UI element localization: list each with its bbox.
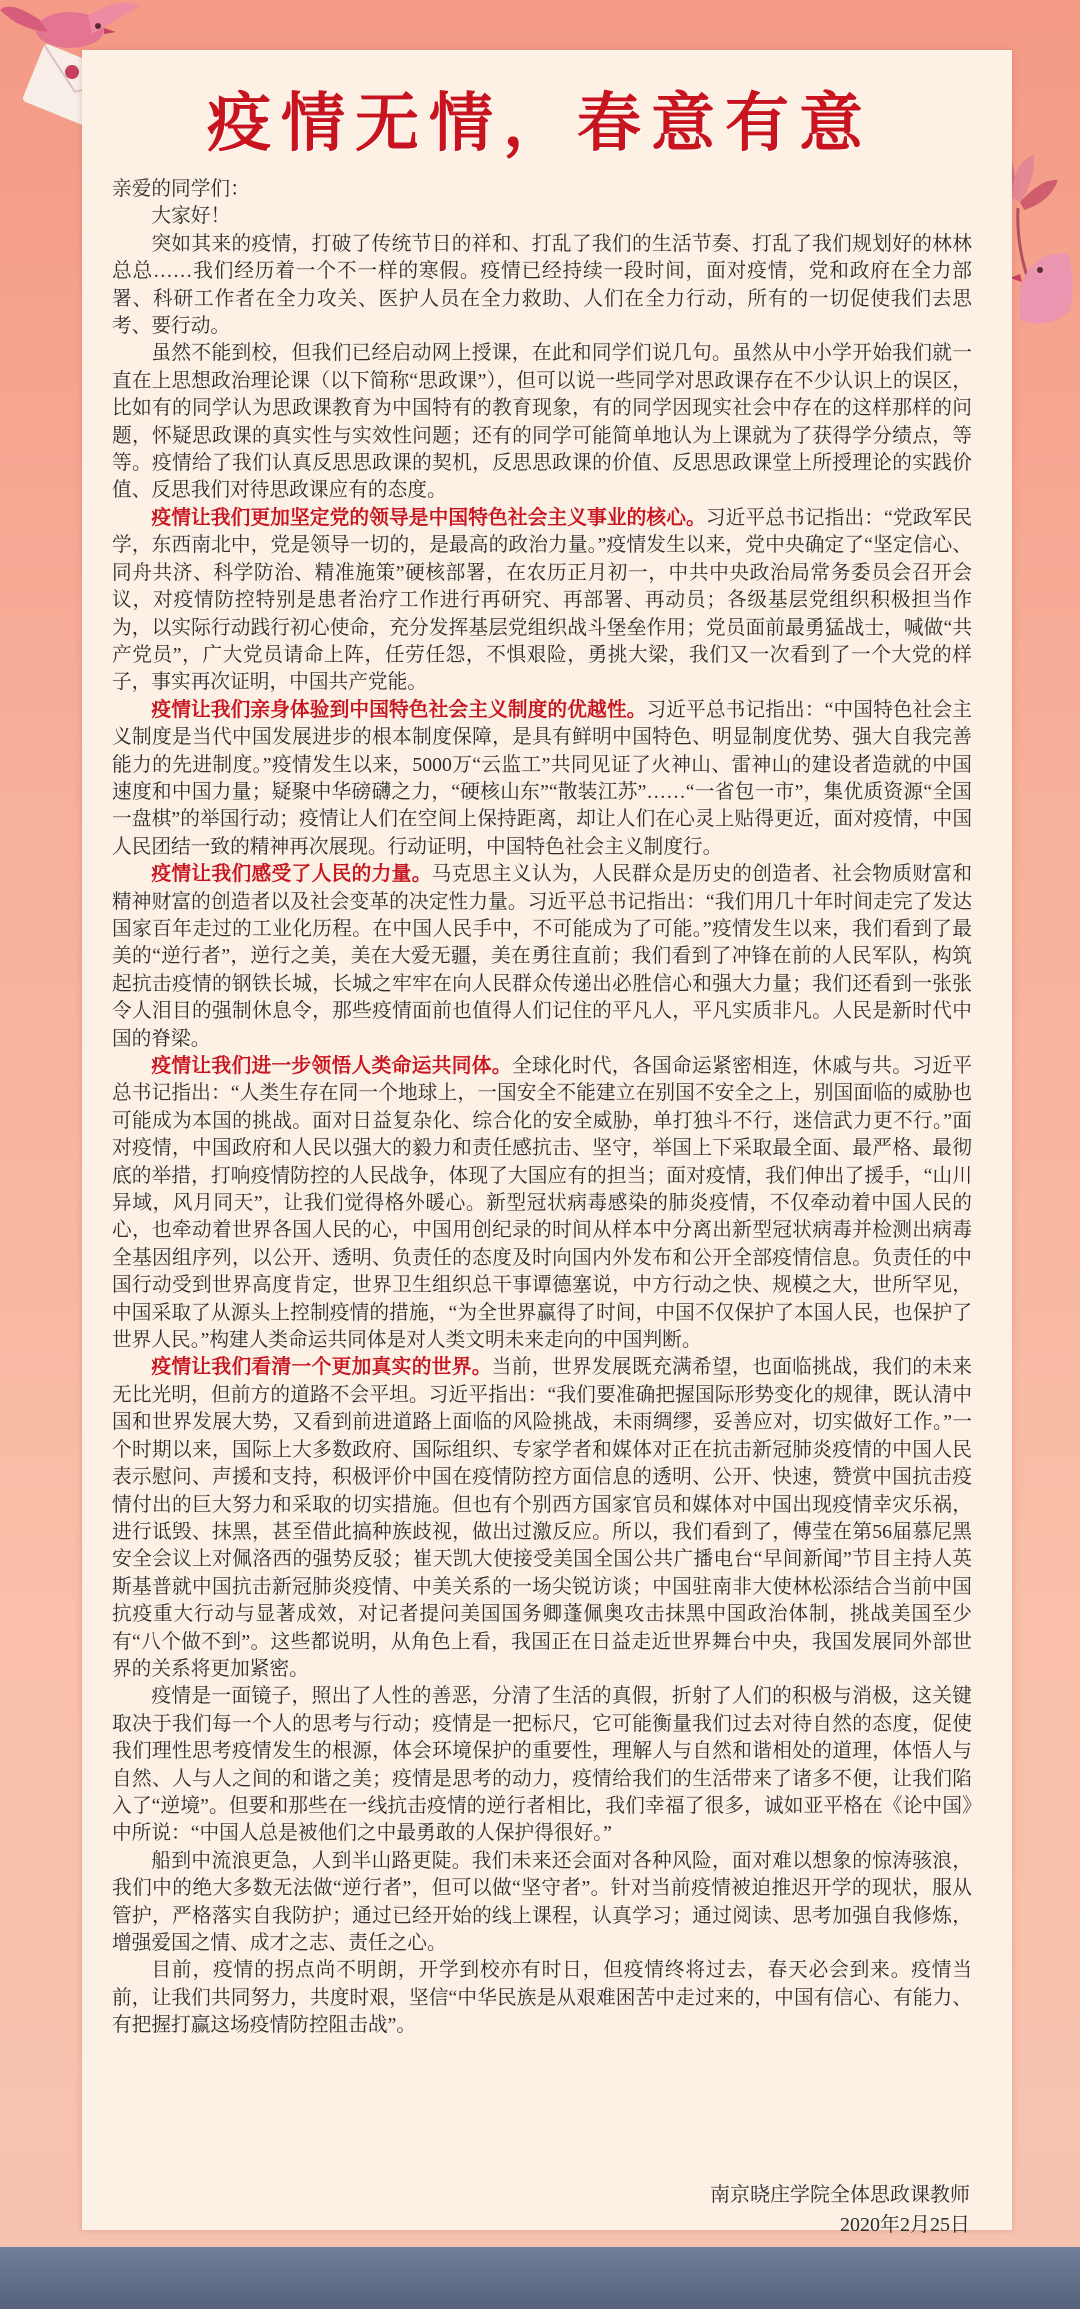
letter-paragraph xyxy=(112,231,972,341)
letter-paragraph xyxy=(112,1683,972,1847)
paragraph-text: 马克思主义认为，人民群众是历史的创造者、社会物质财富和精神财富的创造者以及社会变革的决定性力量。习近平总书记指出：“我们用几十年时间走完了发达国家百年走过的工业化历程。在中国人民手中，不可能成为了可能。”疫情发生以来，我们看到了最美的“逆行者”，逆行之美，美在大爱无疆，美在勇往直前；我们看到了冲锋在前的人民军队，构筑起抗击疫情的钢铁长城，长城之牢牢在向人民群众传递出必胜信心和强大力量；我们还看到一张张令人泪目的强制休息令，那些疫情面前也值得人们记住的平凡人，平凡实质非凡。人民是新时代中国的脊梁。 xyxy=(112,863,973,1050)
paragraph-highlight: 疫情让我们感受了人民的力量。 xyxy=(151,863,432,886)
letter-paragraph xyxy=(112,861,972,1053)
paragraph-text: 当前，世界发展既充满希望，也面临挑战，我们的未来无比光明，但前方的道路不会平坦。习近平指出：“我们要准确把握国际形势变化的规律，既认清中国和世界发展大势，又看到前进道路上面临的风险挑战，未雨绸缪，妥善应对，切实做好工作。”一个时期以来，国际上大多数政府、国际组织、专家学者和媒体对正在抗击新冠肺炎疫情的中国人民表示慰问、声援和支持，积极评价中国在疫情防控方面信息的透明、公开、快速，赞赏中国抗击疫情付出的巨大努力和采取的切实措施。但也有个别西方国家官员和媒体对中国出现疫情幸灾乐祸，进行诋毁、抹黑，甚至借此搞种族歧视，做出过激反应。所以，我们看到了，傅莹在第56届慕尼黑安全会议上对佩洛西的强势反驳；崔天凯大使接受美国全国公共广播电台“早间新闻”节目主持人英斯基普就中国抗击新冠肺炎疫情、中美关系的一场尖锐访谈；中国驻南非大使林松添结合当前中国抗疫重大行动与显著成效，对记者提问美国国务卿蓬佩奥攻击抹黑中国政治体制，挑战美国至少有“八个做不到”。这些都说明，从角色上看，我国正在日益走近世界舞台中央，我国发展同外部世界的关系将更加紧密。 xyxy=(112,1356,972,1680)
letter-paragraph xyxy=(112,1354,972,1683)
paragraph-text: 船到中流浪更急，人到半山路更陡。我们未来还会面对各种风险，面对难以想象的惊涛骇浪，我们中的绝大多数无法做“逆行者”，但可以做“坚守者”。针对当前疫情被迫推迟开学的现状，服从管护，严格落实自我防护；通过已经开始的线上课程，认真学习；通过阅读、思考加强自我修炼，增强爱国之情、成才之志、责任之心。 xyxy=(112,1849,972,1954)
paragraph-highlight: 疫情让我们更加坚定党的领导是中国特色社会主义事业的核心。 xyxy=(151,506,706,529)
letter-paragraph xyxy=(112,1957,972,2039)
paragraph-text: 疫情是一面镜子，照出了人性的善恶，分清了生活的真假，折射了人们的积极与消极，这关键取决于我们每一个人的思考与行动；疫情是一把标尺，它可能衡量我们过去对待自然的态度，促使我们理性思考疫情发生的根源，体会环境保护的重要性，理解人与自然和谐相处的道理，体悟人与自然、人与人之间的和谐之美；疫情是思考的动力，疫情给我们的生活带来了诸多不便，让我们陷入了“逆境”。但要和那些在一线抗击疫情的逆行者相比，我们幸福了很多，诚如亚平格在《论中国》中所说：“中国人总是被他们之中最勇敢的人保护得很好。” xyxy=(112,1685,972,1845)
paragraph-text: 目前，疫情的拐点尚不明朗，开学到校亦有时日，但疫情终将过去，春天必会到来。疫情当前，让我们共同努力，共度时艰，坚信“中华民族是从艰难困苦中走过来的，中国有信心、有能力、有把握打赢这场疫情防控阻击战”。 xyxy=(112,1959,972,2037)
paragraph-text: 突如其来的疫情，打破了传统节日的祥和、打乱了我们的生活节奏、打乱了我们规划好的林林总总……我们经历着一个不一样的寒假。疫情已经持续一段时间，面对疫情，党和政府在全力部署、科研工作者在全力攻关、医护人员在全力救助、人们在全力行动，所有的一切促使我们去思考、要行动。 xyxy=(112,232,972,338)
pink-bird-icon xyxy=(1010,230,1080,340)
letter-body xyxy=(112,176,972,2040)
page-title: 疫情无情，春意有意 xyxy=(207,86,873,161)
paragraph-highlight: 疫情让我们进一步领悟人类命运共同体。 xyxy=(151,1055,512,1077)
paragraph-highlight: 疫情让我们看清一个更加真实的世界。 xyxy=(151,1356,492,1379)
letter-paragraph xyxy=(112,1053,972,1354)
letter-paragraph xyxy=(112,697,972,861)
greeting: 大家好！ xyxy=(151,205,231,228)
letter-paragraphs xyxy=(112,231,972,2040)
paragraph-text: 全球化时代，各国命运紧密相连，休戚与共。习近平总书记指出：“人类生存在同一个地球上，一国安全不能建立在别国不安全之上，别国面临的威胁也可能成为本国的挑战。面对日益复杂化、综合化的安全威胁，单打独斗不行，迷信武力更不行。”面对疫情，中国政府和人民以强大的毅力和责任感抗击、坚守，举国上下采取最全面、最严格、最彻底的举措，打响疫情防控的人民战争，体现了大国应有的担当；面对疫情，我们伸出了援手，“山川异域，风月同天”，让我们觉得格外暖心。新型冠状病毒感染的肺炎疫情，不仅牵动着中国人民的心，也牵动着世界各国人民的心，中国用创纪录的时间从样本中分离出新型冠状病毒并检测出病毒全基因组序列，以公开、透明、负责任的态度及时向国内外发布和公开全部疫情信息。负责任的中国行动受到世界高度肯定，世界卫生组织总干事谭德塞说，中方行动之快、规模之大，世所罕见，中国采取了从源头上控制疫情的措施，“为全世界赢得了时间，中国不仅保护了本国人民，也保护了世界人民。”构建人类命运共同体是对人类文明未来走向的中国判断。 xyxy=(112,1055,973,1352)
signature xyxy=(710,2180,970,2240)
letter-paragraph xyxy=(112,1848,972,1958)
paragraph-highlight: 疫情让我们亲身体验到中国特色社会主义制度的优越性。 xyxy=(151,698,647,721)
letter-paragraph xyxy=(112,340,972,504)
salutation: 亲爱的同学们： xyxy=(112,178,250,200)
paragraph-text: 习近平总书记指出：“中国特色社会主义制度是当代中国发展进步的根本制度保障，是具有鲜明中国特色、明显制度优势、强大自我完善能力的先进制度。”疫情发生以来，5000万“云监工”共同见证了火神山、雷神山的建设者造就的中国速度和中国力量；疑聚中华磅礴之力，“硬核山东”“散装江苏”……“一省包一市”，集优质资源“全国一盘棋”的举国行动；疫情让人们在空间上保持距离，却让人们在心灵上贴得更近，面对疫情，中国人民团结一致的精神再次展现。行动证明，中国特色社会主义制度行。 xyxy=(112,698,972,858)
signature-org: 南京晓庄学院全体思政课教师 xyxy=(710,2184,970,2206)
signature-date: 2020年2月25日 xyxy=(840,2214,970,2236)
paragraph-text: 习近平总书记指出：“党政军民学，东西南北中，党是领导一切的，是最高的政治力量。”疫情发生以来，党中央确定了“坚定信心、同舟共济、科学防治、精准施策”硬核部署，在农历正月初一，中共中央政治局常务委员会召开会议，对疫情防控特别是患者治疗工作进行再研究、再部署、再动员；各级基层党组织积极担当作为，以实际行动践行初心使命，充分发挥基层党组织战斗堡垒作用；党员面前最勇猛战士，喊做“共产党员”，广大党员请命上阵，任劳任怨，不惧艰险，勇挑大梁，我们又一次看到了一个大党的样子，事实再次证明，中国共产党能。 xyxy=(112,506,972,694)
bottom-band xyxy=(0,2247,1080,2309)
paragraph-text: 虽然不能到校，但我们已经启动网上授课，在此和同学们说几句。虽然从中小学开始我们就一直在上思想政治理论课（以下简称“思政课”），但可以说一些同学对思政课存在不少认识上的误区，比如有的同学认为思政课教育为中国特有的教育现象，有的同学因现实社会中存在的这样那样的问题，怀疑思政课的真实性与实效性问题；还有的同学可能简单地认为上课就为了获得学分绩点，等等。疫情给了我们认真反思思政课的契机，反思思政课的价值、反思思政课堂上所授理论的实践价值、反思我们对待思政课应有的态度。 xyxy=(112,342,972,502)
letter-paragraph xyxy=(112,505,972,697)
